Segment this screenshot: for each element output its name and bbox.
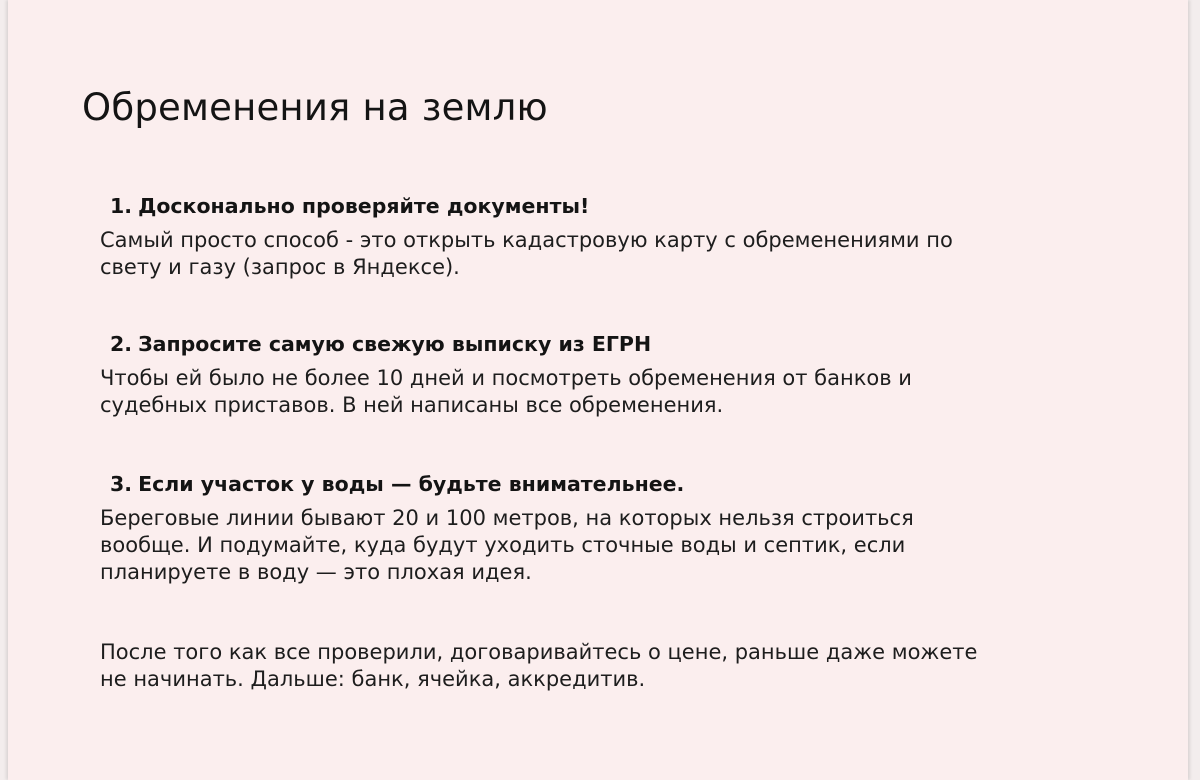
- section-number: 2.: [110, 332, 133, 356]
- closing-paragraph: [100, 639, 977, 693]
- section-1: [100, 193, 1100, 281]
- body-line: планируете в воду — это плохая идея.: [100, 560, 532, 584]
- body-line: Чтобы ей было не более 10 дней и посмотреть обременения от банков и: [100, 366, 912, 390]
- body-line: свету и газу (запрос в Яндексе).: [100, 255, 460, 279]
- closing-body: [100, 639, 977, 693]
- section-body: [100, 365, 1100, 419]
- body-line: вообще. И подумайте, куда будут уходить сточные воды и септик, если: [100, 533, 906, 557]
- body-line: После того как все проверили, договаривайтесь о цене, раньше даже можете: [100, 640, 978, 664]
- body-line: не начинать. Дальше: банк, ячейка, аккредитив.: [100, 667, 646, 691]
- section-2: [100, 331, 1100, 419]
- section-body: [100, 505, 1100, 586]
- body-line: Самый просто способ - это открыть кадастровую карту с обременениями по: [100, 228, 953, 252]
- section-heading-text: Если участок у воды — будьте внимательнее.: [138, 472, 685, 496]
- section-heading-text: Досконально проверяйте документы!: [138, 194, 590, 218]
- section-heading: [110, 471, 1100, 497]
- section-number: 1.: [110, 194, 133, 218]
- body-line: Береговые линии бывают 20 и 100 метров, на которых нельзя строиться: [100, 506, 914, 530]
- section-heading: [110, 331, 1100, 357]
- body-line: судебных приставов. В ней написаны все обременения.: [100, 393, 724, 417]
- page-title: Обременения на землю: [82, 86, 548, 129]
- section-number: 3.: [110, 472, 133, 496]
- slide: [8, 0, 1188, 780]
- section-heading-text: Запросите самую свежую выписку из ЕГРН: [138, 332, 652, 356]
- section-heading: [110, 193, 1100, 219]
- section-body: [100, 227, 1100, 281]
- section-3: [100, 471, 1100, 586]
